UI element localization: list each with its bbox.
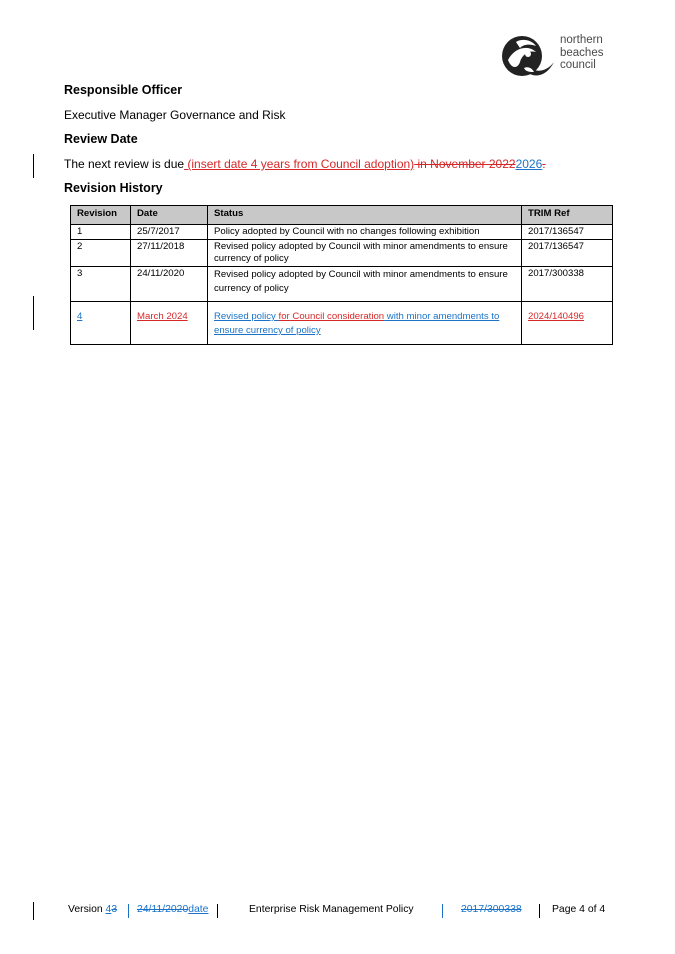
- table-row: [71, 240, 613, 267]
- status-cell: Revised policy adopted by Council with minor amendments to ensure currency of policy: [208, 267, 522, 302]
- change-bar: [33, 154, 34, 178]
- footer-policy-name: Enterprise Risk Management Policy: [249, 904, 414, 915]
- change-bar: [33, 902, 34, 920]
- footer-version-new: 4: [105, 904, 112, 915]
- council-logo: [498, 30, 658, 86]
- footer-trim-old: 2017/300338: [461, 904, 522, 915]
- revision-history-table: [70, 205, 613, 345]
- status-cell: Policy adopted by Council with no changes following exhibition: [208, 225, 522, 240]
- footer-date-old: 24/11/2020: [137, 904, 189, 915]
- logo-line-northern: northern: [560, 34, 603, 46]
- table-header-row: [71, 206, 613, 225]
- revision-cell: 1: [71, 225, 131, 240]
- footer-page-number: Page 4 of 4: [552, 904, 606, 915]
- column-header-revision: Revision: [71, 206, 131, 225]
- column-header-status: Status: [208, 206, 522, 225]
- logo-line-beaches: beaches: [560, 46, 604, 59]
- review-date-inserted: (insert date 4 years from Council adoption): [184, 157, 415, 171]
- status-part-2: for Council consideration: [278, 311, 385, 322]
- review-date-period: .: [542, 157, 546, 171]
- footer-version: [68, 904, 117, 915]
- review-date-prefix: The next review is due: [64, 157, 185, 171]
- status-part-3: with minor amendments to ensure currency of policy: [214, 311, 500, 336]
- review-date-sentence: [64, 157, 546, 171]
- change-bar: [33, 296, 34, 330]
- status-part-1: Revised policy: [214, 311, 279, 322]
- trim-ref-cell: 2017/136547: [522, 225, 613, 240]
- column-header-trim-ref: TRIM Ref: [522, 206, 613, 225]
- date-cell: [131, 302, 208, 345]
- council-emblem-icon: [498, 30, 554, 86]
- status-cell: [208, 302, 522, 345]
- date-cell: 25/7/2017: [131, 225, 208, 240]
- footer-date: [137, 904, 208, 915]
- footer-separator: [539, 904, 540, 918]
- date-cell-value: March 2024: [137, 311, 188, 322]
- date-cell: 27/11/2018: [131, 240, 208, 267]
- footer-date-new: date: [188, 904, 209, 915]
- trim-ref-cell: 2017/300338: [522, 267, 613, 302]
- trim-ref-cell: 2017/136547: [522, 240, 613, 267]
- revision-history-heading: Revision History: [64, 181, 163, 195]
- review-date-deleted: in November 2022: [414, 157, 516, 171]
- footer-separator: [217, 904, 218, 918]
- revision-cell: [71, 302, 131, 345]
- revision-cell: 2: [71, 240, 131, 267]
- revision-cell-value: 4: [77, 311, 83, 322]
- table-row: [71, 302, 613, 345]
- responsible-officer-value: Executive Manager Governance and Risk: [64, 108, 286, 122]
- table-row: [71, 225, 613, 240]
- review-date-heading: Review Date: [64, 132, 138, 146]
- date-cell: 24/11/2020: [131, 267, 208, 302]
- footer-separator: [442, 904, 443, 918]
- column-header-date: Date: [131, 206, 208, 225]
- table-row: [71, 267, 613, 302]
- logo-line-council: council: [560, 59, 596, 71]
- footer-separator: [128, 904, 129, 918]
- trim-ref-cell-value: 2024/140496: [528, 311, 585, 322]
- responsible-officer-heading: Responsible Officer: [64, 83, 183, 97]
- council-logo-text: [560, 34, 603, 72]
- revision-cell: 3: [71, 267, 131, 302]
- footer-version-old: 3: [111, 904, 118, 915]
- status-cell: Revised policy adopted by Council with minor amendments to ensure currency of policy: [208, 240, 522, 267]
- footer-version-label: Version: [68, 904, 106, 915]
- trim-ref-cell: [522, 302, 613, 345]
- review-date-year: 2026: [515, 157, 543, 171]
